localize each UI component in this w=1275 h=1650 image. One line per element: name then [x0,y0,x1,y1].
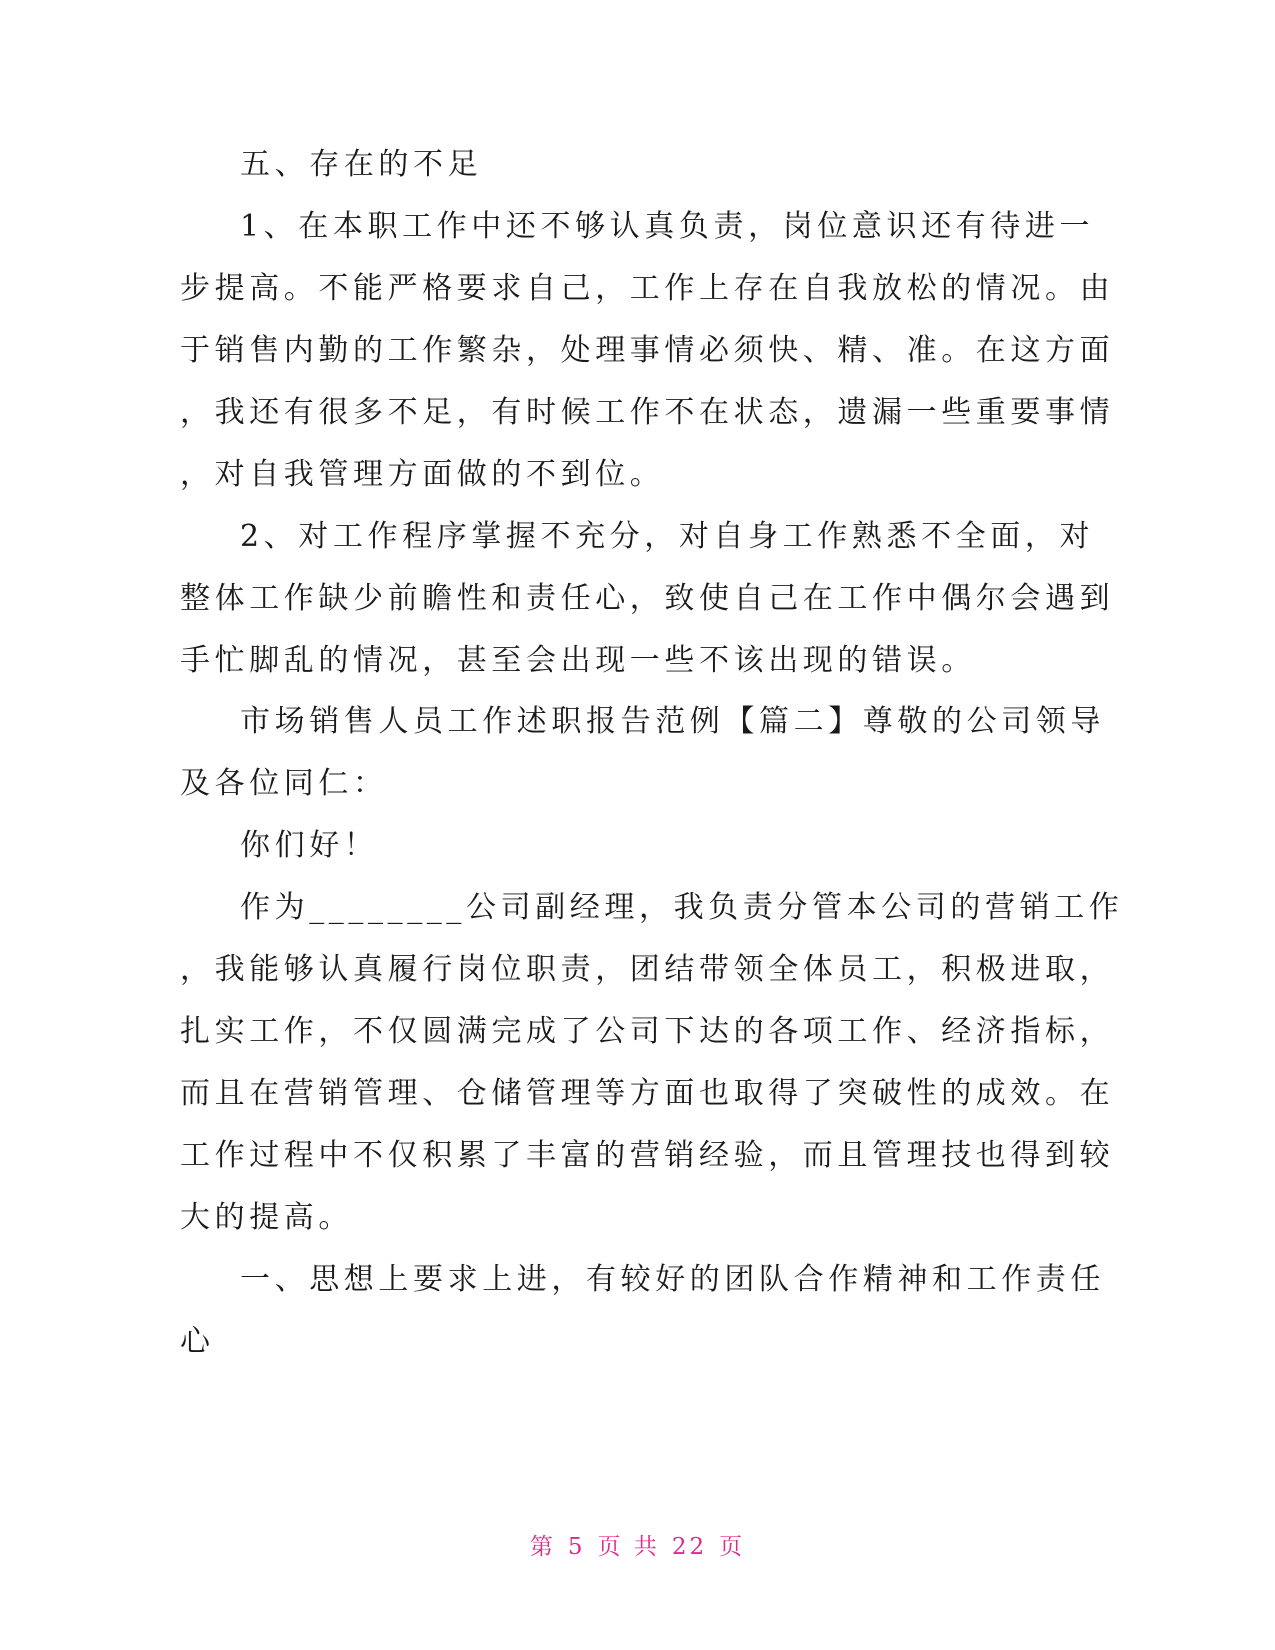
page-footer [0,1528,1275,1561]
paragraph-line: ，对自我管理方面做的不到位。 [180,457,665,492]
footer-middle: 页 共 [597,1534,660,1560]
paragraph-line: 工作过程中不仅积累了丰富的营销经验，而且管理技也得到较 [180,1138,1115,1173]
footer-page-number: 5 [567,1534,586,1560]
paragraph-line: 及各位同仁： [180,766,388,801]
paragraph-line: 于销售内勤的工作繁杂，处理事情必须快、精、准。在这方面 [180,333,1115,368]
paragraph-line: 大的提高。 [180,1200,353,1235]
footer-total-pages: 22 [671,1534,708,1560]
paragraph-line: 扎实工作，不仅圆满完成了公司下达的各项工作、经济指标， [180,1014,1115,1049]
paragraph-line: 步提高。不能严格要求自己，工作上存在自我放松的情况。由 [180,271,1115,306]
greeting-line: 你们好！ [240,828,379,863]
paragraph-line: 2、对工作程序掌握不充分，对自身工作熟悉不全面，对 [240,519,1095,554]
paragraph-line: 一、思想上要求上进，有较好的团队合作精神和工作责任 [240,1262,1105,1297]
paragraph-line: 整体工作缺少前瞻性和责任心，致使自己在工作中偶尔会遇到 [180,581,1115,616]
paragraph-line: 手忙脚乱的情况，甚至会出现一些不该出现的错误。 [180,643,976,678]
footer-suffix: 页 [719,1534,746,1560]
paragraph-line: ，我能够认真履行岗位职责，团结带领全体员工，积极进取， [180,952,1115,987]
footer-prefix: 第 [529,1534,556,1560]
paragraph-line: 心 [180,1324,215,1359]
paragraph-line: ，我还有很多不足，有时候工作不在状态，遗漏一些重要事情 [180,395,1115,430]
paragraph-line: 市场销售人员工作述职报告范例【篇二】尊敬的公司领导 [240,704,1105,739]
paragraph-line: 作为________公司副经理，我负责分管本公司的营销工作 [240,890,1124,925]
section-heading: 五、存在的不足 [240,147,483,182]
paragraph-line: 而且在营销管理、仓储管理等方面也取得了突破性的成效。在 [180,1076,1115,1111]
paragraph-line: 1、在本职工作中还不够认真负责，岗位意识还有待进一 [240,209,1095,244]
